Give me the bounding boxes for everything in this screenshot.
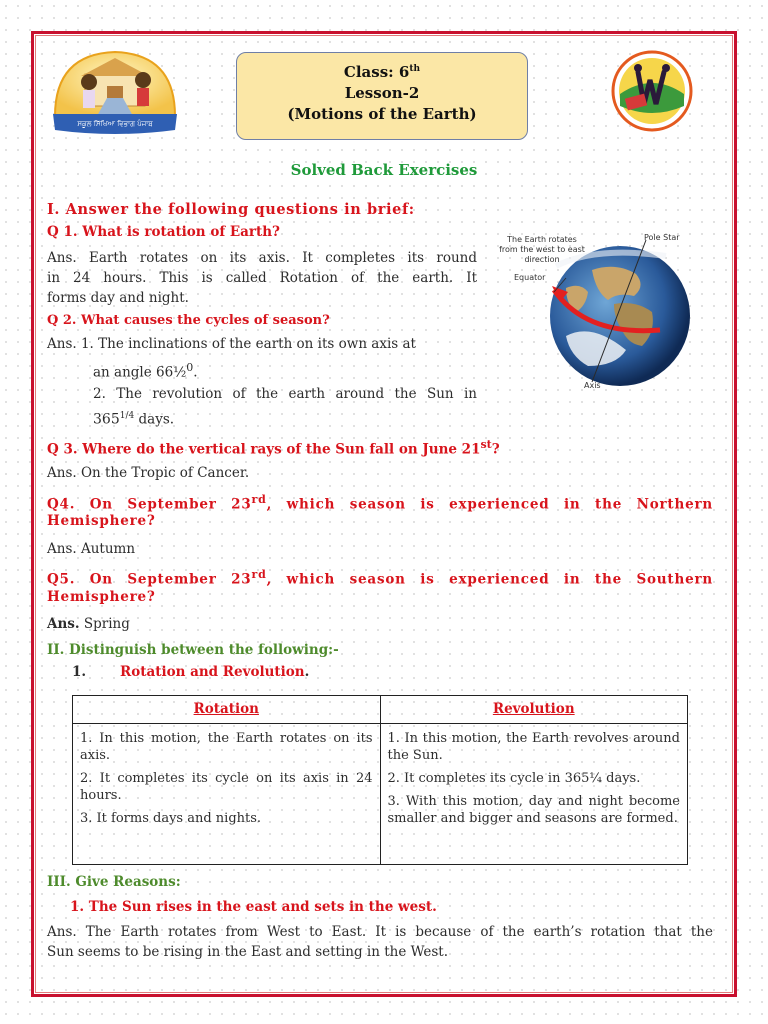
school-education-logo — [47, 46, 183, 138]
question-4-line-1: Q4. On September 23rd, which season is experienced in the Northern — [47, 493, 713, 513]
section-3-answer-line-2: Sun seems to be rising in the East and setting in the West. — [47, 944, 449, 960]
rotation-revolution-table — [72, 695, 688, 865]
lesson-header-box — [236, 52, 528, 140]
answer-1-line-2: in 24 hours. This is called Rotation of the earth. It — [47, 270, 477, 286]
label-rotates-2: from the west to east — [499, 245, 585, 254]
lesson-line: Lesson-2 — [344, 84, 420, 102]
revolution-point-3: 3. With this motion, day and night become smaller and bigger and seasons are formed. — [387, 794, 680, 826]
section-3-heading: III. Give Reasons: — [47, 874, 181, 890]
revolution-point-2: 2. It completes its cycle in 365¼ days. — [387, 771, 641, 786]
rotation-point-2: 2. It completes its cycle on its axis in 24 hours. — [80, 771, 373, 803]
label-axis: Axis — [584, 381, 601, 390]
answer-1-line-1: Ans. Earth rotates on its axis. It completes its round — [47, 250, 477, 266]
label-pole-star: Pole Star — [644, 233, 680, 242]
question-5-line-2: Hemisphere? — [47, 589, 156, 605]
section-2-item-number: 1. — [72, 664, 87, 680]
padho-punjab-logo — [608, 50, 696, 132]
section-3-item-1: 1. The Sun rises in the east and sets in the west. — [70, 899, 437, 915]
section-3-answer-line-1: Ans. The Earth rotates from West to East. It is because of the earth’s rotation that the — [47, 924, 713, 940]
answer-3: Ans. On the Tropic of Cancer. — [47, 465, 250, 481]
answer-2-angle: an angle 66½$^0$. — [93, 361, 198, 381]
rotation-cell — [73, 724, 381, 865]
question-5-line-1: Q5. On September 23rd, which season is experienced in the Southern — [47, 568, 713, 588]
question-2: Q 2. What causes the cycles of season? — [47, 313, 330, 328]
section-1-heading: I. Answer the following questions in brief: — [47, 201, 415, 218]
answer-1-line-3: forms day and night. — [47, 290, 189, 306]
subject-line: (Motions of the Earth) — [287, 105, 477, 123]
label-rotates-1: The Earth rotates — [507, 235, 577, 244]
question-3: Q 3. Where do the vertical rays of the Sun fall on June 21st? — [47, 438, 500, 458]
section-2-item-title: Rotation and Revolution. — [120, 664, 310, 680]
section-2-heading: II. Distinguish between the following:- — [47, 642, 339, 658]
answer-4: Ans. Autumn — [47, 541, 136, 557]
label-equator: Equator — [514, 273, 546, 282]
question-4-line-2: Hemisphere? — [47, 513, 156, 529]
answer-2-point-2: 2. The revolution of the earth around the Sun in — [93, 386, 477, 402]
table-header-rotation: Rotation — [73, 696, 381, 724]
answer-2-intro: Ans. 1. The inclinations of the earth on its own axis at — [47, 336, 416, 352]
answer-5: Ans. Spring — [47, 616, 130, 632]
rotation-point-1: 1. In this motion, the Earth rotates on its axis. — [80, 731, 373, 763]
question-1: Q 1. What is rotation of Earth? — [47, 224, 280, 240]
revolution-cell — [380, 724, 688, 865]
logo-left-caption: ਸਕੂਲ ਸਿੱਖਿਆ ਵਿਭਾਗ ਪੰਜਾਬ — [77, 120, 153, 128]
label-rotates-3: direction — [524, 255, 560, 264]
rotation-point-3: 3. It forms days and nights. — [80, 811, 262, 826]
answer-2-days: $365^{1/4}$ days. — [93, 411, 175, 428]
earth-rotation-diagram — [496, 226, 712, 398]
revolution-point-1: 1. In this motion, the Earth revolves around the Sun. — [387, 731, 680, 763]
class-line: Class: 6th — [343, 63, 421, 81]
page-title: Solved Back Exercises — [290, 161, 478, 179]
table-header-revolution: Revolution — [380, 696, 688, 724]
